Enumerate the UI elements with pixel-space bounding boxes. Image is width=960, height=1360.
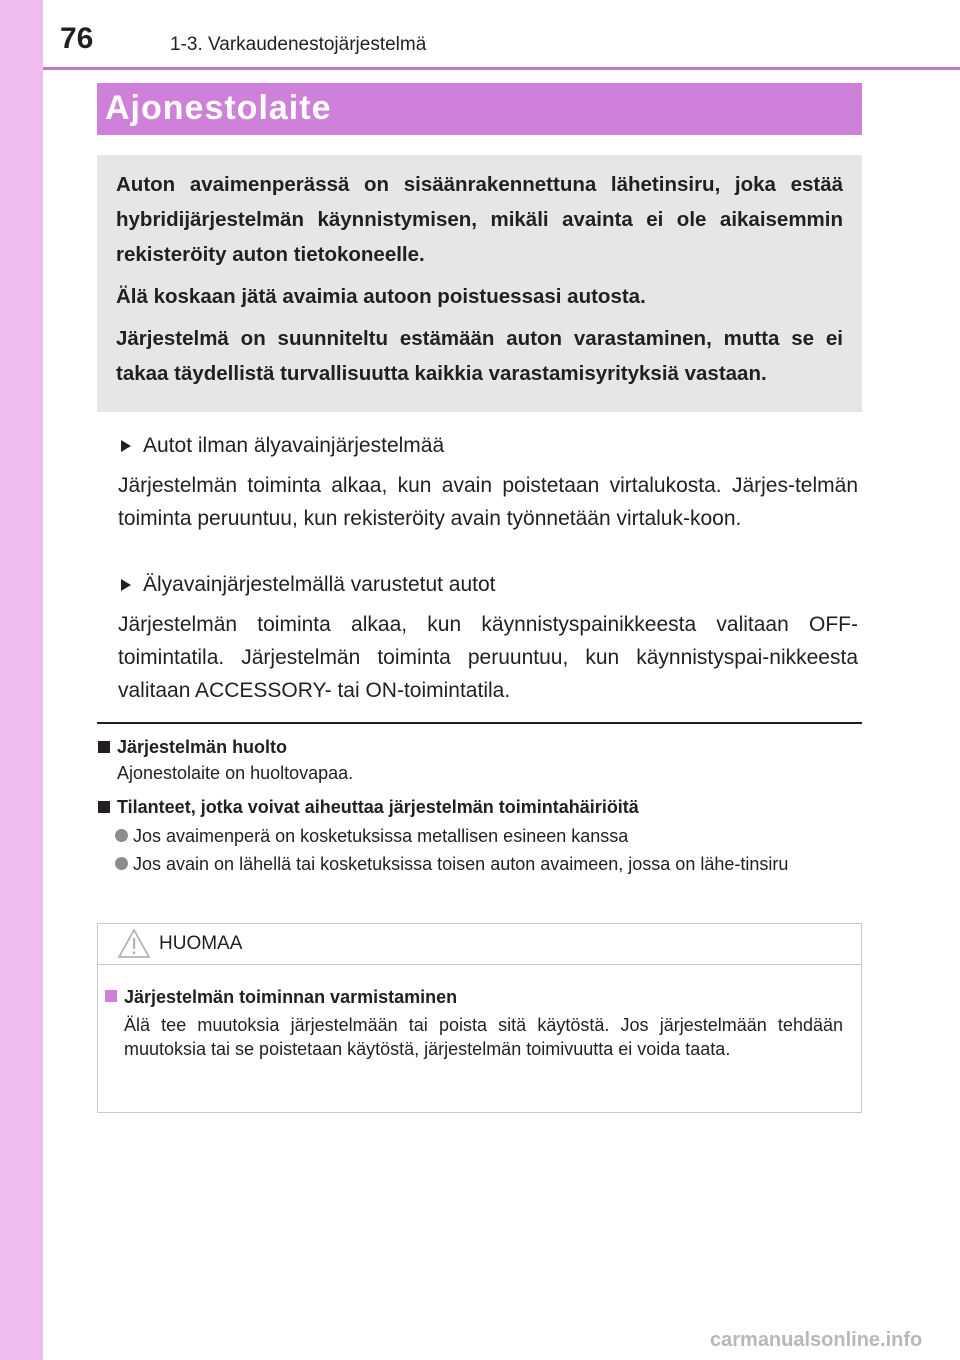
intro-paragraph-3: Järjestelmä on suunniteltu estämään auton varastaminen, mutta se ei takaa täydellistä turvallisuutta kaikkia varastamisyrityksiä vastaan. [116,327,843,385]
circle-bullet-icon [115,857,128,870]
section-smart-key [118,570,858,707]
chapter-tab [0,0,43,120]
caution-heading-text: Järjestelmän toiminnan varmistaminen [124,987,458,1007]
section-body: Järjestelmän toiminta alkaa, kun käynnistyspainikkeesta valitaan OFF-toimintatila. Järjestelmän toiminta peruuntuu, kun käynnistyspai-nikkeesta valitaan ACCESSORY- tai ON-toimintatila. [118,613,858,702]
note-heading-text: Tilanteet, jotka voivat aiheuttaa järjestelmän toimintahäiriöitä [117,797,639,817]
section-heading-text: Älyavainjärjestelmällä varustetut autot [143,573,496,596]
note-heading-text: Järjestelmän huolto [117,737,288,757]
warning-triangle-icon [117,928,151,959]
page-number: 76 [60,22,94,55]
intro-paragraph-1: Auton avaimenperässä on sisäänrakennettuna lähetinsiru, joka estää hybridijärjestelmän käynnistymisen, mikäli avainta ei ole aikaisemmin rekisteröity auton tietokoneelle. [116,173,843,266]
page-title: Ajonestolaite [105,89,332,127]
caution-header [98,924,861,965]
list-item [97,852,862,876]
divider [97,722,862,724]
malfunction-note [97,794,862,876]
section-no-smart-key [118,431,858,535]
triangle-bullet-icon [121,579,131,591]
section-heading [118,431,858,461]
section-heading [118,570,858,600]
section-heading-text: Autot ilman älyavainjärjestelmää [143,434,445,457]
note-heading [97,734,862,760]
circle-bullet-icon [115,829,128,842]
side-strip [0,0,43,1360]
square-bullet-icon [105,990,117,1002]
caution-text: Älä tee muutoksia järjestelmään tai poista sitä käytöstä. Jos järjestelmään tehdään muutoksia tai se poistetaan käytöstä, järjestelmän toimivuutta ei voida taata. [124,1015,843,1059]
caution-box [97,923,862,1113]
square-bullet-icon [98,801,110,813]
triangle-bullet-icon [121,440,131,452]
section-label: 1-3. Varkaudenestojärjestelmä [170,34,427,55]
header-rule [43,67,960,70]
watermark: carmanualsonline.info [710,1329,923,1351]
intro-paragraph-2: Älä koskaan jätä avaimia autoon poistuessasi autosta. [116,285,646,308]
title-banner [97,83,862,135]
list-item [97,824,862,848]
list-item-text: Jos avain on lähellä tai kosketuksissa toisen auton avaimeen, jossa on lähe-tinsiru [133,854,789,874]
section-body: Järjestelmän toiminta alkaa, kun avain poistetaan virtalukosta. Järjes-telmän toiminta peruuntuu, kun rekisteröity avain työnnetään virtaluk-koon. [118,474,858,530]
caution-body [98,965,861,1061]
square-bullet-icon [98,741,110,753]
note-heading [97,794,862,820]
maintenance-note [97,734,862,786]
list-item-text: Jos avaimenperä on kosketuksissa metallisen esineen kanssa [133,826,629,846]
caution-label: HUOMAA [159,933,243,954]
intro-box [97,155,862,412]
caution-heading [104,985,843,1009]
note-text: Ajonestolaite on huoltovapaa. [117,763,354,783]
